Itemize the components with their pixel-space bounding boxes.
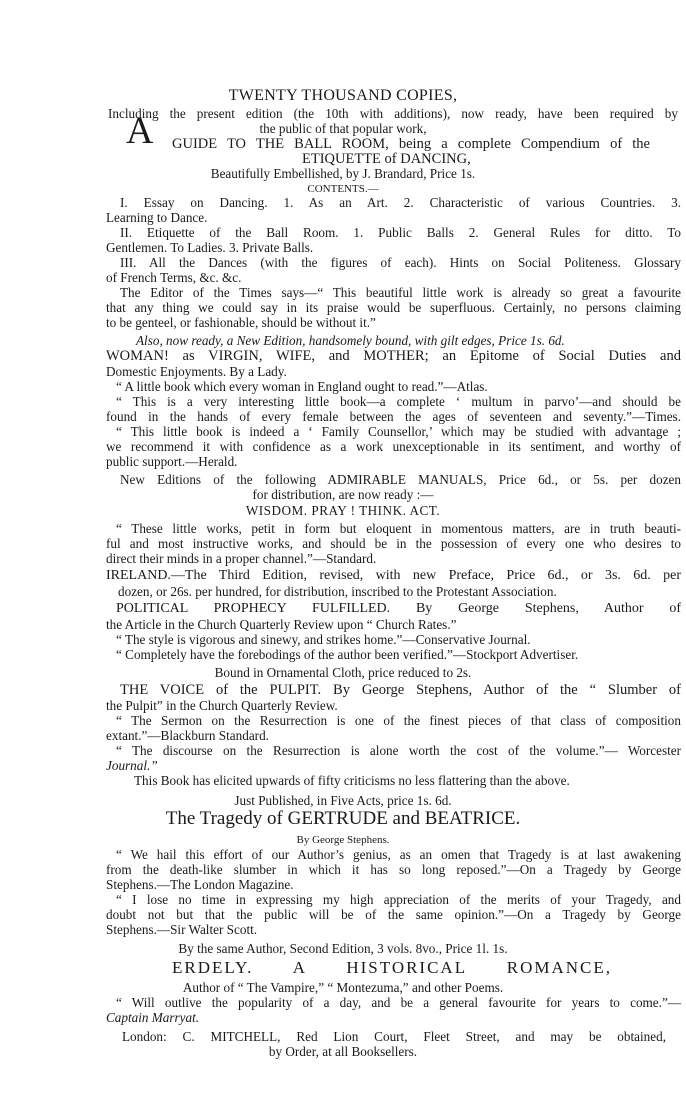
manuals-line: New Editions of the following ADMIRABLE MANUALS, Price 6d., or 5s. per dozen [120,472,681,487]
text-line: Also, now ready, a New Edition, handsomely bound, with gilt edges, Price 1s. 6d. [136,333,565,348]
byline-stephens: By George Stephens. [296,834,390,846]
text-line: Beautifully Embellished, by J. Brandard, Price 1s. [210,166,476,181]
voice-of-pulpit-title: THE VOICE of the PULPIT. By George Stephens, Author of the “ Slumber of [120,682,681,698]
guide-title: GUIDE TO THE BALL ROOM, being a complete Compendium of the [172,136,650,152]
text-line: Journal.” [106,758,158,773]
text-line: the public of that popular work, [259,121,427,136]
text-line: “ I lose no time in expressing my high appreciation of the merits of your Tragedy, and [116,892,681,907]
text-line: of French Terms, &c. &c. [106,270,242,285]
text-line: III. All the Dances (with the figures of each). Hints on Social Politeness. Glossary [120,255,681,270]
text-line: “ This little book is indeed a ‘ Family Counsellor,’ which may be studied with advantage ; [116,424,681,439]
text-line: Bound in Ornamental Cloth, price reduced to 2s. [214,665,472,680]
text-line: “ A little book which every woman in England ought to read.”—Atlas. [116,379,488,394]
political-prophecy-title: POLITICAL PROPHECY FULFILLED. By George Stephens, Author of [116,601,681,616]
text-line: Just Published, in Five Acts, price 1s. 6d. [234,793,452,808]
publisher-line: London: C. MITCHELL, Red Lion Court, Fleet Street, and may be obtained, [122,1029,666,1044]
erdely-title: ERDELY. A HISTORICAL ROMANCE, [172,958,612,977]
text-line: Learning to Dance. [106,210,208,225]
heading-twenty-thousand: TWENTY THOUSAND COPIES, [228,87,458,104]
text-line: The Editor of the Times says—“ This beautiful little work is already so great a favourite [120,285,681,300]
text-line: found in the hands of every female between the ages of seventeen and seventy.”—Times. [106,409,681,424]
text-line: Stephens.—Sir Walter Scott. [106,922,258,937]
text-line: for distribution, are now ready :— [252,487,434,502]
text-line: “ We hail this effort of our Author’s genius, as an omen that Tragedy is at last awakening [116,847,681,862]
text-line: direct their minds in a proper channel.”—Standard. [106,551,377,566]
text-line: dozen, or 26s. per hundred, for distribution, inscribed to the Protestant Association. [118,584,557,599]
text-line: from the death-like slumber in which it has so long reposed.”—On a Tragedy by George [106,862,681,877]
text-line: “ These little works, petit in form but eloquent in momentous matters, are in truth beauti- [116,521,681,536]
text-line: Captain Marryat. [106,1010,200,1025]
manuals-titles: WISDOM. PRAY ! THINK. ACT. [245,503,441,518]
tragedy-title: The Tragedy of GERTRUDE and BEATRICE. [165,808,521,829]
text-line: extant.”—Blackburn Standard. [106,728,269,743]
text-line: Domestic Enjoyments. By a Lady. [106,364,287,379]
text-line: I. Essay on Dancing. 1. As an Art. 2. Characteristic of various Countries. 3. [120,195,681,210]
text-line: Gentlemen. To Ladies. 3. Private Balls. [106,240,314,255]
woman-title: WOMAN! as VIRGIN, WIFE, and MOTHER; an Epitome of Social Duties and [106,348,681,364]
text-line: “ Completely have the forebodings of the author been verified.”—Stockport Advertiser. [116,647,579,662]
text-line: “ The discourse on the Resurrection is alone worth the cost of the volume.”— Worcester [116,743,681,758]
text-line: Author of “ The Vampire,” “ Montezuma,” and other Poems. [182,980,504,995]
text-line: public support.—Herald. [106,454,238,469]
text-line: Including the present edition (the 10th with additions), now ready, have been required by [108,106,678,121]
text-line: By the same Author, Second Edition, 3 vols. 8vo., Price 1l. 1s. [178,941,508,956]
text-line: we recommend it with confidence as a work unexceptionable in its sentiment, and worthy of [106,439,681,454]
text-line: This Book has elicited upwards of fifty criticisms no less flattering than the above. [134,773,570,788]
text-line: II. Etiquette of the Ball Room. 1. Public Balls 2. General Rules for ditto. To [120,225,681,240]
text-line: Stephens.—The London Magazine. [106,877,294,892]
text-line: “ The Sermon on the Resurrection is one of the finest pieces of that class of composition [116,713,681,728]
text-line: by Order, at all Booksellers. [268,1044,418,1059]
text-line: the Article in the Church Quarterly Review upon “ Church Rates.” [106,617,457,632]
drop-cap: A [126,110,154,152]
text-line: “ Will outlive the popularity of a day, and be a general favourite for years to come.”— [116,995,681,1010]
text-line: that any thing we could say in its praise would be superfluous. Certainly, no persons claiming [106,300,681,315]
text-line: ful and most instructive works, and should be in the possession of every one who desires to [106,536,681,551]
text-line: “ The style is vigorous and sinewy, and strikes home.”—Conservative Journal. [116,632,531,647]
text-line: the Pulpit” in the Church Quarterly Review. [106,698,338,713]
text-line: doubt not but that the public will be of the same opinion.”—On a Tragedy by George [106,907,681,922]
guide-subtitle: ETIQUETTE of DANCING, [302,151,471,167]
contents-heading: CONTENTS.— [307,183,379,195]
text-line: “ This is a very interesting little book—a complete ‘ multum in parvo’—and should be [116,394,681,409]
text-line: to be genteel, or fashionable, should be without it.” [106,315,376,330]
ireland-line: IRELAND.—The Third Edition, revised, with new Preface, Price 6d., or 3s. 6d. per [106,568,681,583]
